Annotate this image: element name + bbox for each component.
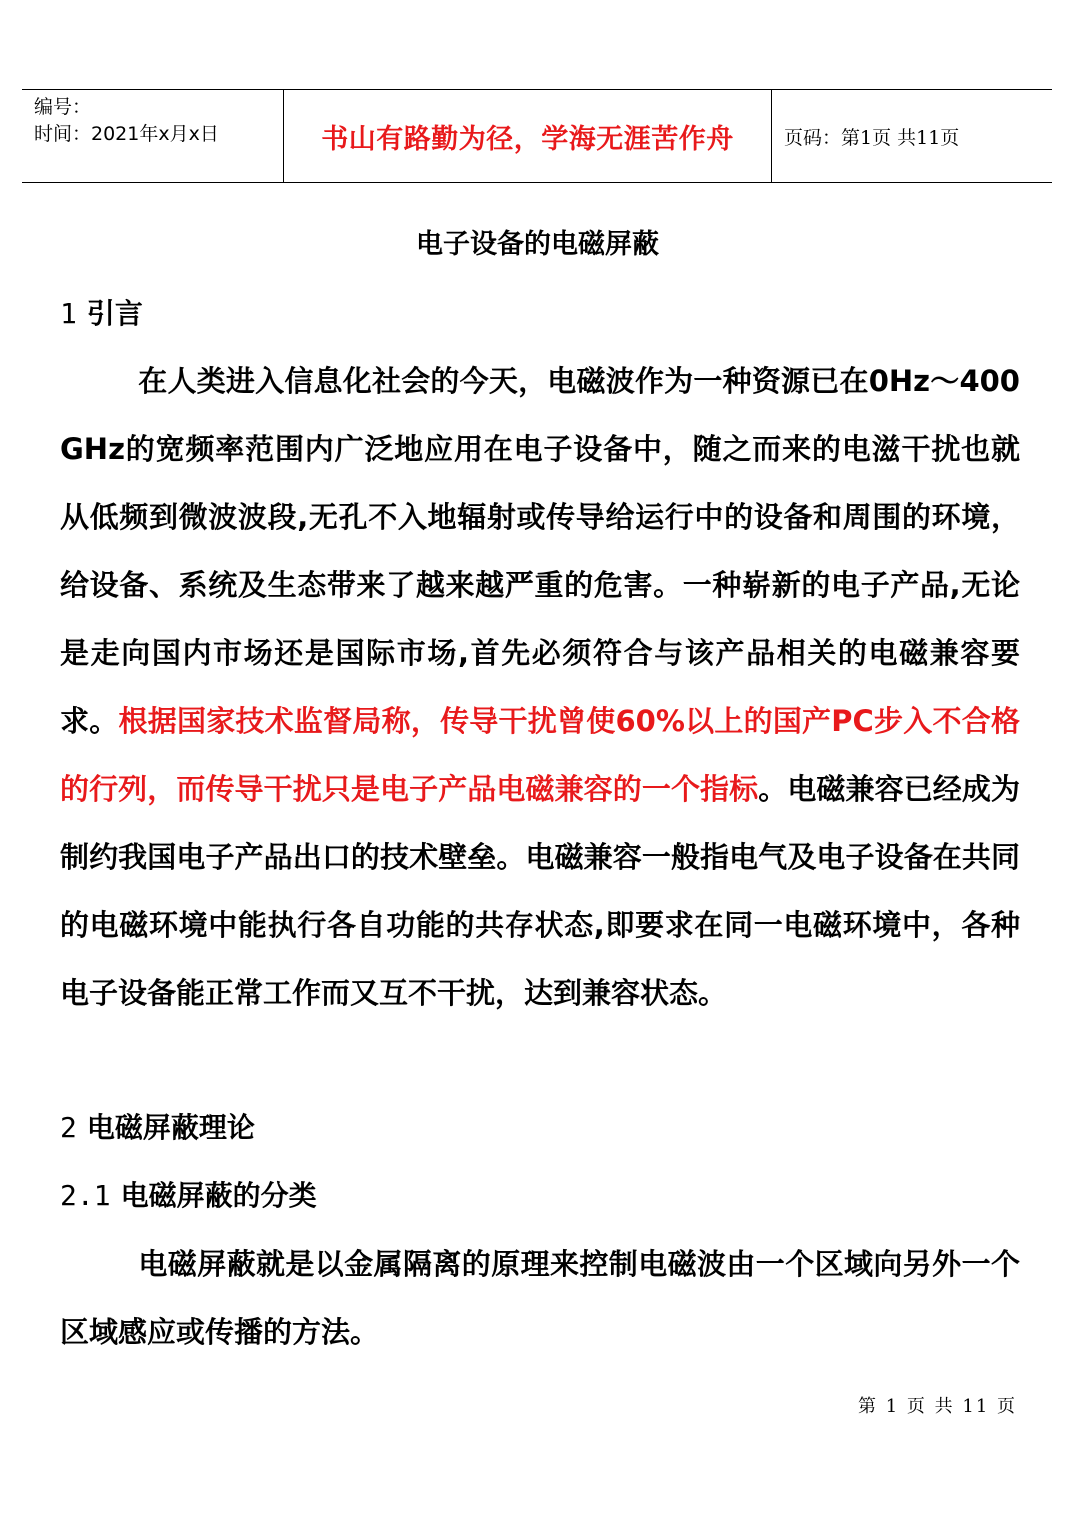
paragraph-intro [60, 347, 1020, 1027]
section-number: 2.1 [60, 1179, 111, 1212]
header-motto: 书山有路勤为径，学海无涯苦作舟 [284, 90, 772, 182]
section-heading-2-1 [60, 1173, 317, 1219]
section-number: 1 [60, 297, 77, 330]
date-label: 时间：2021年x月x日 [34, 123, 219, 145]
section-title: 电磁屏蔽的分类 [120, 1179, 317, 1212]
paragraph-text: 电磁屏蔽就是以金属隔离的原理来控制电磁波由一个区域向另外一个区域感应或传播的方法。 [60, 1247, 1020, 1349]
header-table [22, 89, 1052, 183]
paragraph-text: 在人类进入信息化社会的今天，电磁波作为一种资源已在0Hz～400 GHz的宽频率范围内广泛地应用在电子设备中，随之而来的电滋干扰也就从低频到微波波段,无孔不入地辐射或传导给运行中的设备和周围的环境，给设备、系统及生态带来了越来越严重的危害。一种崭新的电子产品,无论是走向国内市场还是国际市场,首先必须符合与该产品相关的电磁兼容要求。 [60, 364, 1020, 738]
section-title: 电磁屏蔽理论 [86, 1111, 255, 1144]
paragraph-text: 。电磁兼容已经成为制约我国电子产品出口的技术壁垒。电磁兼容一般指电气及电子设备在共同的电磁环境中能执行各自功能的共存状态,即要求在同一电磁环境中，各种电子设备能正常工作而又互不干扰，达到兼容状态。 [60, 772, 1020, 1010]
paragraph-shielding [60, 1230, 1020, 1366]
section-title: 引言 [86, 297, 143, 330]
section-heading-1 [60, 291, 143, 337]
section-heading-2 [60, 1105, 255, 1151]
highlighted-text: 根据国家技术监督局称，传导干扰曾使60%以上的国产PC步入不合格的行列，而传导干扰只是电子产品电磁兼容的一个指标 [60, 704, 1020, 806]
number-label: 编号： [34, 96, 92, 118]
header-page-info: 页码：第1页 共11页 [784, 126, 960, 149]
header-meta [22, 90, 284, 182]
document-title: 电子设备的电磁屏蔽 [416, 229, 659, 260]
page-footer: 第 1 页 共 11 页 [858, 1396, 1017, 1417]
section-number: 2 [60, 1111, 77, 1144]
